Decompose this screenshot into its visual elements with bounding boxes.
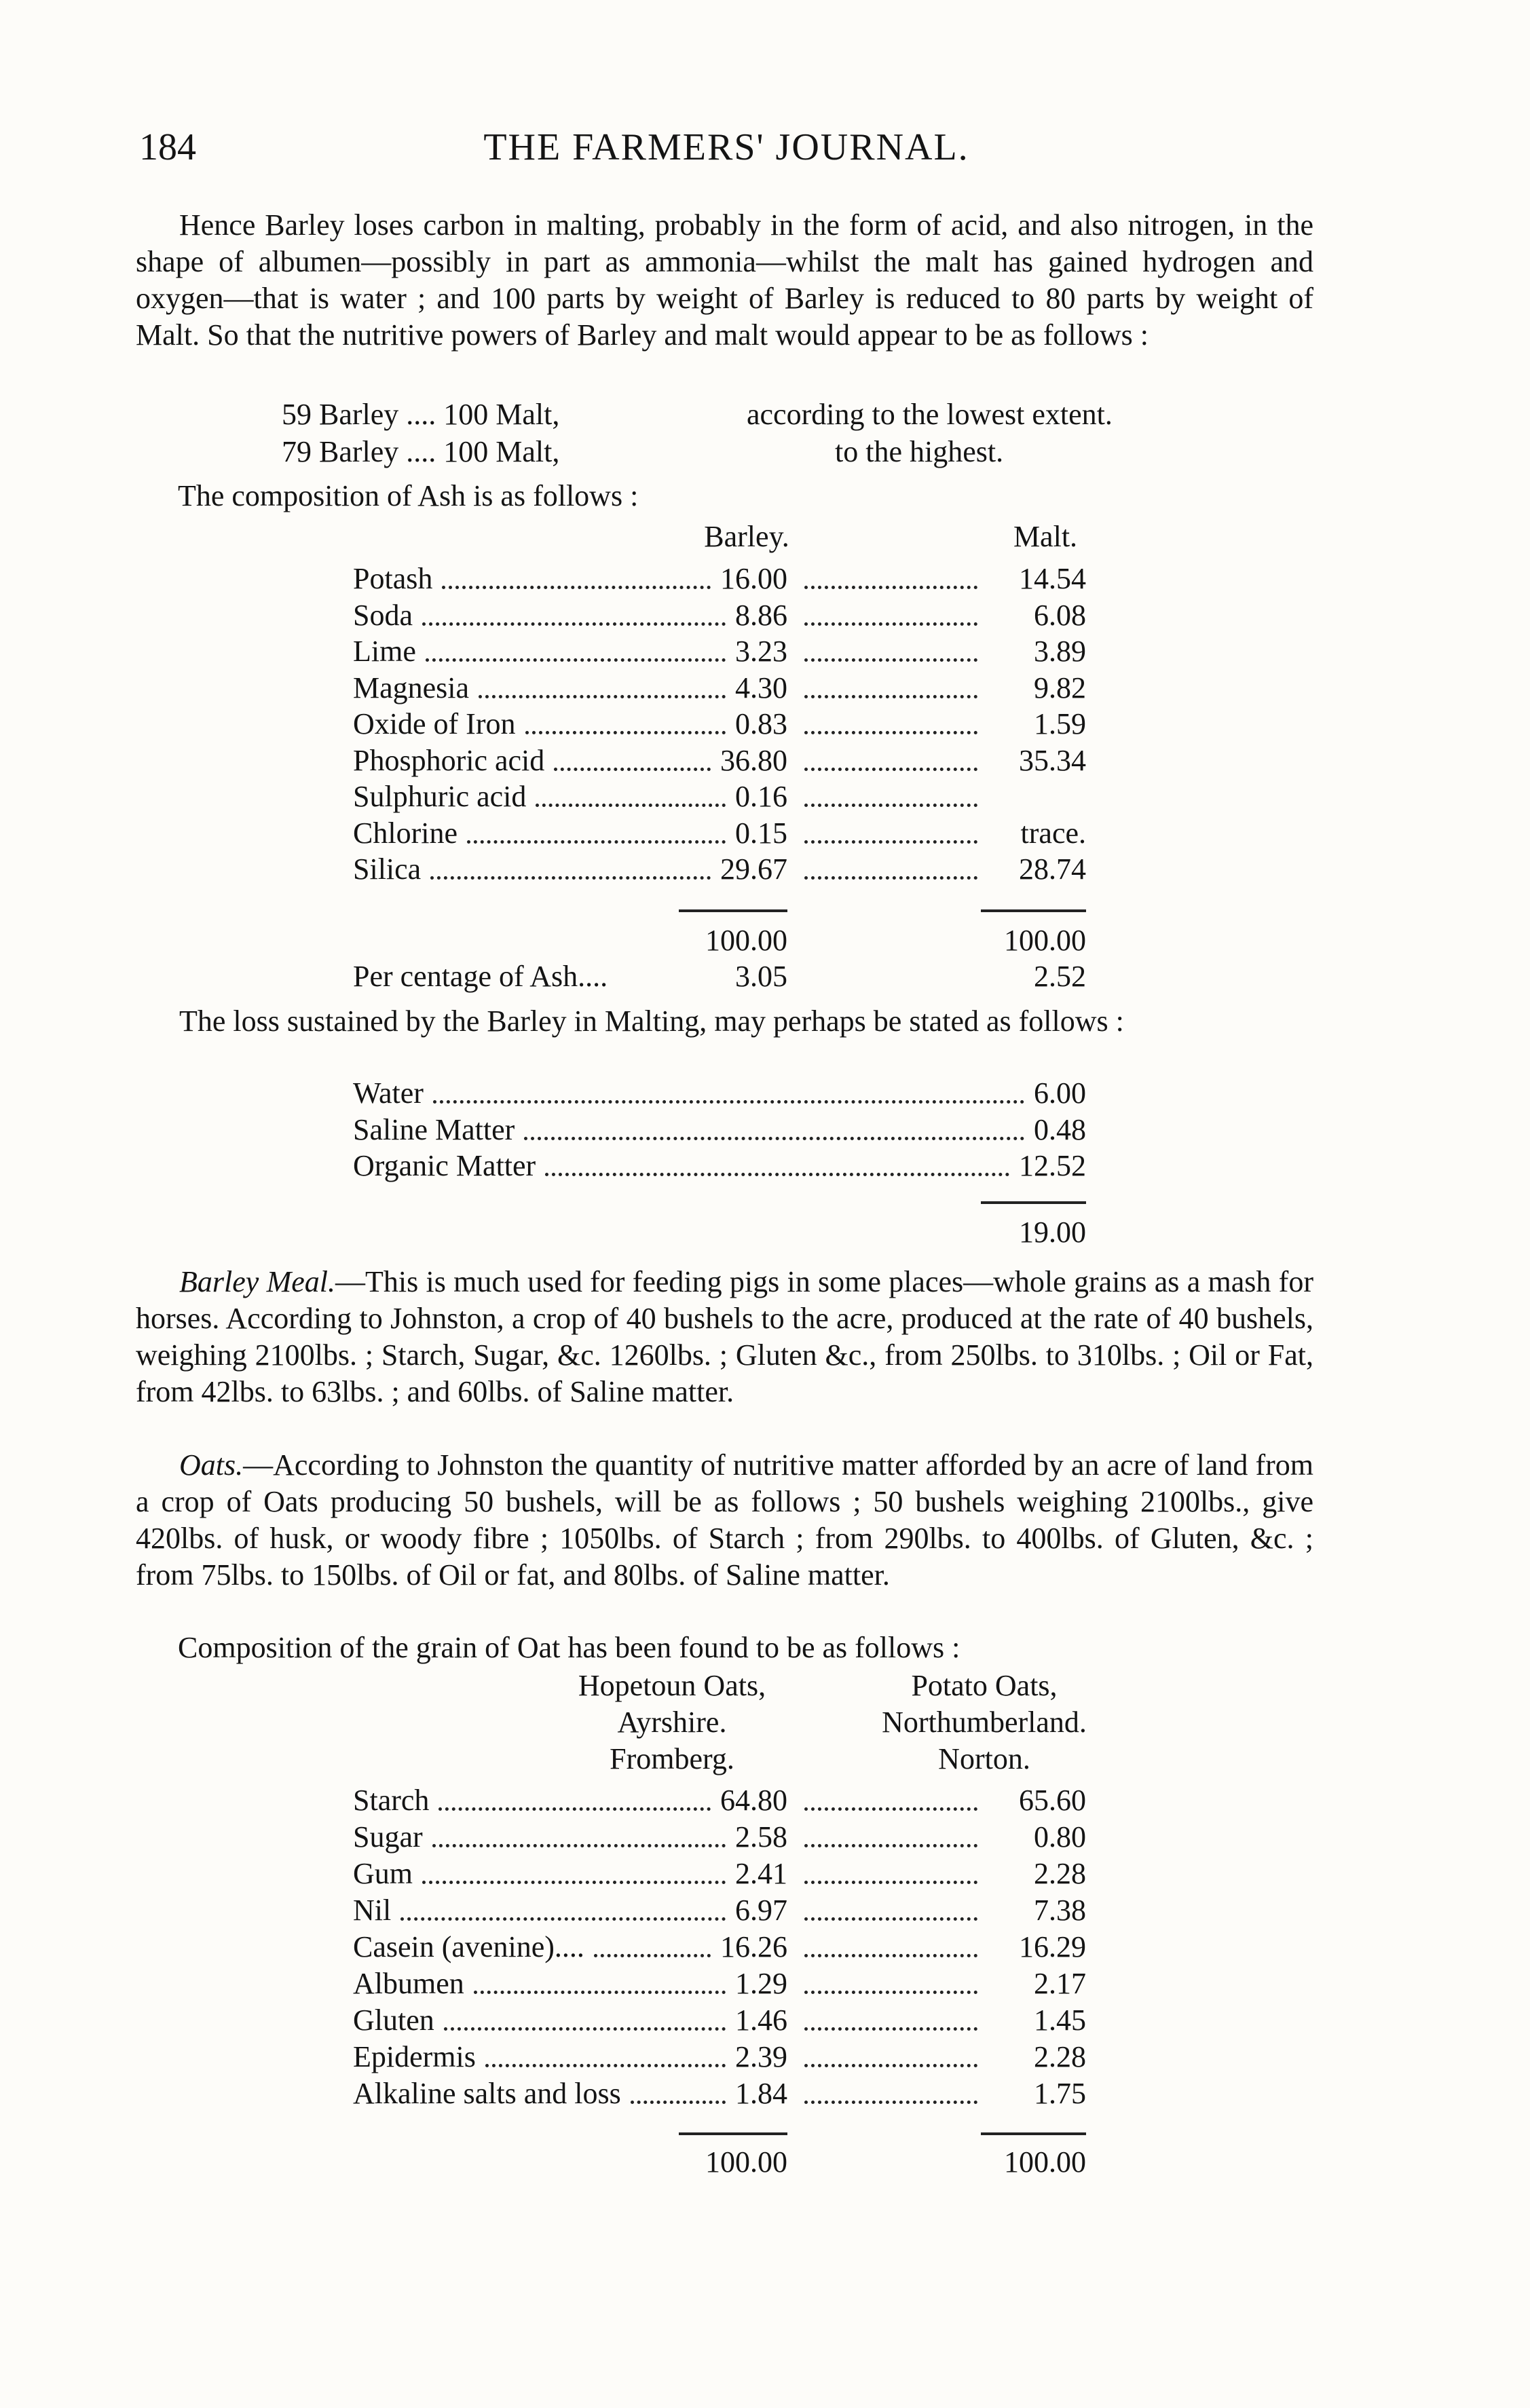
oat-row — [0, 1855, 1530, 1893]
ash-row-value: 3.89 — [1034, 635, 1086, 668]
oat-col1-head-2: Ayrshire. — [617, 1706, 727, 1739]
oat-row — [0, 1892, 1530, 1930]
loss-row — [0, 1147, 1530, 1185]
oat-row-value: 7.38 — [1034, 1894, 1086, 1927]
oat-row-label: Nil — [353, 1894, 392, 1927]
oat-col2-head-1: Potato Oats, — [911, 1669, 1058, 1702]
oat-row-label: Gum — [353, 1857, 413, 1890]
oat-row-label: Alkaline salts and loss — [353, 2077, 621, 2110]
ash-percentage-label: Per centage of Ash.... — [353, 960, 608, 993]
oat-leader-dots — [804, 1807, 977, 1811]
oats-paragraph — [136, 1447, 1313, 1594]
loss-row-value: 12.52 — [1019, 1149, 1086, 1182]
ash-leader-dots — [804, 695, 977, 698]
running-header — [139, 126, 1313, 180]
journal-title: THE FARMERS' JOURNAL. — [483, 126, 969, 168]
loss-total: 19.00 — [1019, 1216, 1086, 1249]
barley-meal-paragraph — [136, 1264, 1313, 1410]
oat-row-label: Gluten — [353, 2003, 434, 2037]
oat-leader-dots — [804, 1881, 977, 1884]
oat-row — [0, 2038, 1530, 2076]
ash-leader-dots — [804, 586, 977, 589]
oat-leader-dots — [804, 2064, 977, 2067]
ash-row — [0, 560, 1530, 598]
oat-row-label: Casein (avenine).... — [353, 1930, 584, 1963]
ash-row-value: 6.08 — [1034, 598, 1086, 632]
oat-row — [0, 1782, 1530, 1820]
ash-leader-dots — [804, 840, 977, 844]
oat-row-value: 16.26 — [720, 1930, 787, 1963]
ash-leader-dots — [804, 804, 977, 807]
oat-leader-dots — [804, 1844, 977, 1847]
oat-col2-head-2: Northumberland. — [882, 1706, 1087, 1739]
ash-row-value: 9.82 — [1034, 671, 1086, 704]
oat-row-label: Starch — [353, 1784, 430, 1817]
loss-row — [0, 1111, 1530, 1149]
oat-row — [0, 1818, 1530, 1856]
oat-row-value: 2.39 — [735, 2040, 787, 2073]
loss-row-label: Water — [353, 1076, 424, 1110]
ratio-line-2-left: 79 Barley .... 100 Malt, — [282, 435, 560, 468]
ash-leader-dots — [804, 731, 977, 734]
oat-row-value: 2.58 — [735, 1820, 787, 1854]
ash-total-malt: 100.00 — [1004, 924, 1086, 957]
ash-row-value: 29.67 — [720, 852, 787, 886]
ratio-line-1-right: according to the lowest extent. — [747, 398, 1113, 431]
oat-row-value: 6.97 — [735, 1894, 787, 1927]
ash-intro: The composition of Ash is as follows : — [178, 479, 639, 512]
oat-row — [0, 1928, 1530, 1966]
oat-row-value: 16.29 — [1019, 1930, 1086, 1963]
ash-row — [0, 742, 1530, 780]
loss-row — [0, 1074, 1530, 1112]
ash-row-value: 0.16 — [735, 780, 787, 813]
loss-row-value: 0.48 — [1034, 1112, 1086, 1146]
oat-row-value: 1.45 — [1034, 2003, 1086, 2037]
ash-leader-dots — [804, 768, 977, 771]
oat-leader-dots — [804, 1991, 977, 1994]
ash-row-label: Silica — [353, 852, 422, 886]
loss-rule — [981, 1201, 1086, 1204]
oat-total-2: 100.00 — [1004, 2145, 1086, 2179]
intro-paragraph: Hence Barley loses carbon in malting, probably in the form of acid, and also nitrogen, in the shape of albumen—possibly in part as ammonia—whilst the malt has gained hydrogen and oxygen—that is water ; and 100 parts by weight of Barley is reduced to 80 parts by weight of Malt. So that the nutritive powers of Barley and malt would appear to be as follows : — [136, 208, 1313, 352]
oat-leader-dots — [804, 2027, 977, 2031]
ash-row — [0, 814, 1530, 852]
ash-row-value: 4.30 — [735, 671, 787, 704]
ash-row-value: 1.59 — [1034, 707, 1086, 740]
oat-row — [0, 1965, 1530, 2003]
loss-leader-dots — [545, 1173, 1009, 1176]
ash-row — [0, 633, 1530, 671]
oat-col1-head-1: Hopetoun Oats, — [578, 1669, 766, 1702]
ash-row — [0, 778, 1530, 816]
ash-row-label: Lime — [353, 635, 416, 668]
loss-leader-dots — [524, 1137, 1024, 1140]
ash-rule-malt — [981, 909, 1086, 912]
oat-row-value: 2.28 — [1034, 1857, 1086, 1890]
ash-row — [0, 705, 1530, 743]
ash-row-value: 36.80 — [720, 743, 787, 777]
ash-row-label: Magnesia — [353, 671, 470, 704]
oat-row-value: 65.60 — [1019, 1784, 1086, 1817]
ash-row-value: 3.23 — [735, 635, 787, 668]
oat-col1-head-3: Fromberg. — [610, 1742, 734, 1775]
ash-leader-dots — [804, 622, 977, 626]
ash-header-malt: Malt. — [1013, 520, 1078, 553]
ash-leader-dots — [804, 658, 977, 662]
oat-row-label: Albumen — [353, 1967, 464, 2000]
ash-row-value: 35.34 — [1019, 743, 1086, 777]
ash-row-label: Sulphuric acid — [353, 780, 527, 813]
ash-row — [0, 597, 1530, 635]
ash-header-barley: Barley. — [704, 520, 789, 553]
barley-meal-title: Barley Meal. — [179, 1265, 335, 1298]
oat-row-value: 2.41 — [735, 1857, 787, 1890]
oat-rule-1 — [679, 2132, 787, 2135]
oat-row-value: 0.80 — [1034, 1820, 1086, 1854]
ash-rule-barley — [679, 909, 787, 912]
ash-row-value: 0.83 — [735, 707, 787, 740]
ash-row-value: 8.86 — [735, 598, 787, 632]
ash-row-label: Phosphoric acid — [353, 743, 545, 777]
ash-row-value: 0.15 — [735, 816, 787, 850]
ash-row-label: Potash — [353, 562, 433, 595]
oat-row-value: 1.46 — [735, 2003, 787, 2037]
oat-row — [0, 2075, 1530, 2113]
ash-total-barley: 100.00 — [705, 924, 787, 957]
oat-leader-dots — [804, 1954, 977, 1957]
ash-percentage-malt: 2.52 — [1034, 960, 1086, 993]
ash-row-label: Soda — [353, 598, 413, 632]
ash-leader-dots — [804, 876, 977, 880]
ash-row — [0, 669, 1530, 707]
oat-row-value: 2.17 — [1034, 1967, 1086, 2000]
oat-row-value: 1.75 — [1034, 2077, 1086, 2110]
oats-text: —According to Johnston the quantity of nutritive matter afforded by an acre of land from a crop of Oats producing 50 bushels, will be as follows ; 50 bushels weighing 2100lbs., give 420lbs. of husk, or woody fibre ; 1050lbs. of Starch ; from 290lbs. to 400lbs. of Gluten, &c. ; from 75lbs. to 150lbs. of Oil or fat, and 80lbs. of Saline matter. — [136, 1448, 1313, 1592]
oat-row-label: Epidermis — [353, 2040, 476, 2073]
loss-intro: The loss sustained by the Barley in Malting, may perhaps be stated as follows : — [179, 1004, 1124, 1038]
ash-row-label: Chlorine — [353, 816, 458, 850]
oat-row-value: 1.84 — [735, 2077, 787, 2110]
ash-row — [0, 850, 1530, 888]
ash-row-label: Oxide of Iron — [353, 707, 516, 740]
oats-title: Oats. — [179, 1448, 244, 1482]
ash-row-value: 28.74 — [1019, 852, 1086, 886]
oat-row-value: 2.28 — [1034, 2040, 1086, 2073]
ratio-line-1-left: 59 Barley .... 100 Malt, — [282, 398, 560, 431]
loss-row-label: Saline Matter — [353, 1112, 515, 1146]
oat-total-1: 100.00 — [705, 2145, 787, 2179]
page-number: 184 — [139, 126, 196, 168]
oat-leader-dots — [804, 1917, 977, 1921]
oat-row-value: 1.29 — [735, 1967, 787, 2000]
oat-row — [0, 2001, 1530, 2039]
ash-percentage-barley: 3.05 — [735, 960, 787, 993]
oat-col2-head-3: Norton. — [938, 1742, 1030, 1775]
ash-row-value: 16.00 — [720, 562, 787, 595]
loss-row-label: Organic Matter — [353, 1149, 536, 1182]
loss-row-value: 6.00 — [1034, 1076, 1086, 1110]
oat-row-value: 64.80 — [720, 1784, 787, 1817]
loss-leader-dots — [433, 1100, 1024, 1104]
ash-row-value: 14.54 — [1019, 562, 1086, 595]
ratio-line-2-right: to the highest. — [835, 435, 1004, 468]
barley-meal-text: —This is much used for feeding pigs in some places—whole grains as a mash for horses. According to Johnston, a crop of 40 bushels to the acre, produced at the rate of 40 bushels, weighing 2100lbs. ; Starch, Sugar, &c. 1260lbs. ; Gluten &c., from 250lbs. to 310lbs. ; Oil or Fat, from 42lbs. to 63lbs. ; and 60lbs. of Saline matter. — [136, 1265, 1313, 1408]
oat-rule-2 — [981, 2132, 1086, 2135]
oat-row-label: Sugar — [353, 1820, 423, 1854]
oat-intro: Composition of the grain of Oat has been found to be as follows : — [178, 1631, 960, 1664]
oat-leader-dots — [804, 2101, 977, 2104]
ash-row-value: trace. — [1020, 816, 1086, 850]
